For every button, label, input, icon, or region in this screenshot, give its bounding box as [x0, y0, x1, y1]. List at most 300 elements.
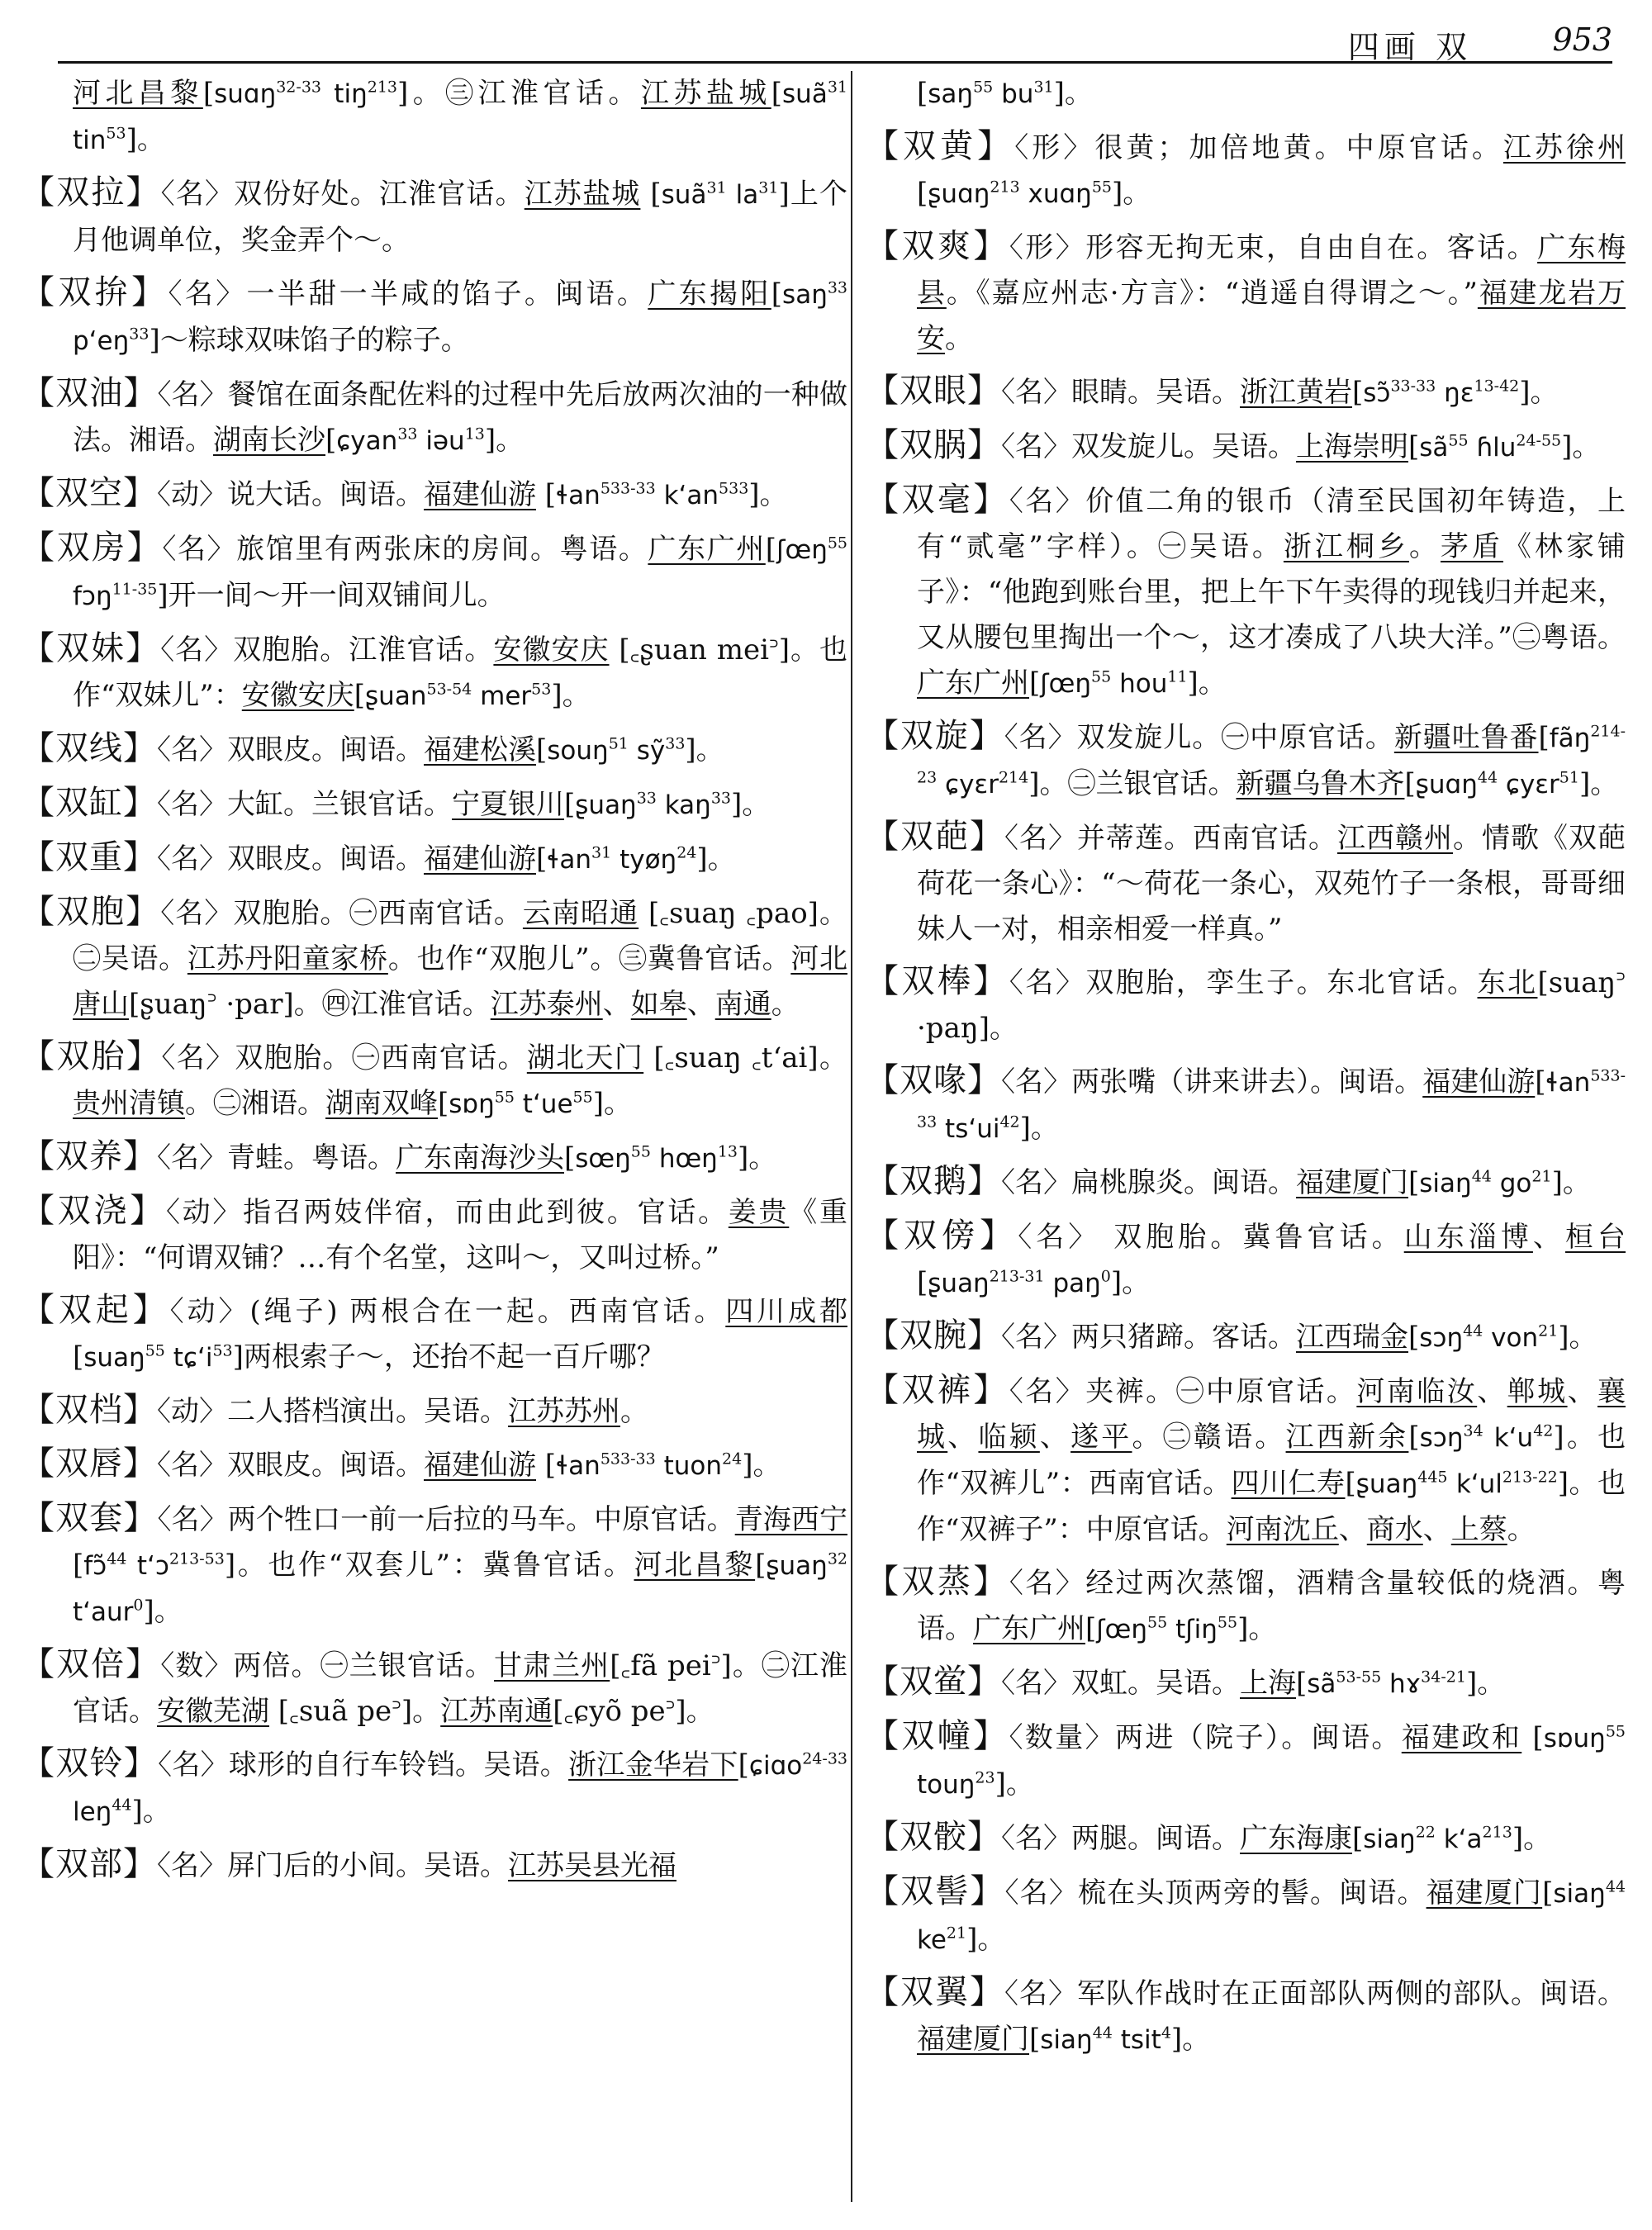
dictionary-entry — [866, 1213, 1626, 1307]
place-name: 茅盾 — [1440, 530, 1503, 563]
entry-text: 〈名〉餐馆在面条配佐料的过程中先后放两次油的一种做法。湘语。 — [73, 378, 847, 457]
place-name: 上蔡 — [1450, 1513, 1507, 1546]
place-name: 安徽安庆 — [241, 679, 354, 712]
place-name: 江苏盐城 — [524, 178, 641, 211]
tone-number: 55 — [1091, 667, 1112, 686]
entry-text: [ — [917, 177, 928, 210]
entry-headword: 【双幢】 — [866, 1717, 1009, 1755]
entry-text: [ — [536, 478, 557, 511]
pronunciation: fɔŋ — [73, 581, 112, 611]
entry-text: 、 — [1039, 1421, 1071, 1454]
entry-text: [ — [1352, 376, 1364, 409]
entry-text: 、 — [1567, 1375, 1598, 1408]
entry-headword: 【双胞】 — [21, 893, 161, 931]
entry-text: ]。 — [1019, 1112, 1059, 1145]
place-name: 襄城 — [917, 1375, 1626, 1454]
pronunciation: k‘an — [655, 481, 719, 510]
entry-text: 。 — [1408, 530, 1441, 563]
entry-text: [ — [354, 679, 366, 712]
place-name: 新疆吐鲁番 — [1393, 721, 1539, 754]
entry-headword: 【双浇】 — [21, 1192, 166, 1230]
entry-text: ]。 — [1465, 1667, 1506, 1700]
place-name: 安徽安庆 — [493, 633, 610, 667]
place-name: 安徽芜湖 — [157, 1695, 269, 1728]
entry-headword: 【双骹】 — [866, 1818, 1001, 1856]
entry-text: [ — [536, 842, 548, 875]
place-name: 上海崇明 — [1296, 430, 1408, 463]
entry-text: 〈形〉形容无拘无束，自由自在。客话。 — [1009, 231, 1538, 264]
pronunciation: touŋ — [917, 1770, 976, 1800]
pronunciation: saŋ — [928, 79, 974, 109]
entry-headword: 【双裤】 — [866, 1371, 1009, 1409]
entry-text: ]。 — [742, 1449, 781, 1482]
tone-number: 213 — [1482, 1823, 1512, 1842]
entry-text: [ — [564, 788, 576, 821]
entry-text: 《林家铺子》：“他跑到账台里，把上午下午卖得的现钱归并起来，又从腰包里掏出一个～，这才凑成了八块大洋。”㊁粤语。 — [917, 530, 1626, 654]
place-name: 广东梅县 — [917, 231, 1626, 310]
tone-number: 24 — [722, 1450, 743, 1468]
entry-text: 。 — [620, 1395, 648, 1428]
pronunciation: ɕyɛr — [937, 770, 999, 799]
dictionary-entry — [866, 1970, 1626, 2063]
entry-text: [ — [1521, 1721, 1544, 1754]
place-name: 江苏泰州 — [490, 988, 603, 1021]
entry-text: 〈名〉一半甜一半咸的馅子。闽语。 — [168, 278, 648, 311]
pronunciation: suaŋ — [83, 1343, 145, 1373]
entry-text: ]。 — [1237, 1612, 1277, 1645]
dictionary-entry — [866, 814, 1626, 952]
entry-text: [ — [1535, 1065, 1546, 1098]
tone-number: 55 — [630, 1142, 651, 1161]
place-name: 临颍 — [978, 1421, 1040, 1454]
place-name: 东北 — [1477, 966, 1538, 999]
tone-number: 55 — [1091, 178, 1113, 197]
entry-text: ]。㊂江淮官话。 — [397, 77, 641, 110]
entry-text: [ — [738, 1748, 749, 1782]
pronunciation: siaŋ — [1553, 1879, 1606, 1909]
pronunciation: ŋɛ — [1436, 378, 1474, 408]
entry-text: [ — [640, 178, 662, 211]
entry-text: 〈名〉夹裤。㊀中原官话。 — [1009, 1375, 1357, 1408]
dictionary-entry — [866, 368, 1626, 416]
tone-number: 0 — [1100, 1267, 1111, 1286]
pronunciation: ʂuɑŋ — [928, 179, 990, 209]
entry-text: 、 — [1477, 1375, 1507, 1408]
dictionary-entry — [21, 1842, 847, 1889]
dictionary-entry — [21, 1642, 847, 1734]
tone-number: 44 — [107, 1549, 127, 1568]
place-name: 甘肃兰州 — [493, 1649, 610, 1682]
entry-headword: 【双胎】 — [21, 1037, 162, 1075]
tone-number: 55 — [827, 534, 847, 553]
tone-number: 213-31 — [989, 1267, 1045, 1286]
entry-text: [ — [1408, 1166, 1420, 1199]
entry-text: 〈名〉两个牲口一前一后拉的马车。中原官话。 — [157, 1503, 735, 1536]
tone-number: 533-33 — [600, 479, 656, 498]
place-name: 如皋 — [630, 988, 687, 1021]
entry-text: 〈名〉大缸。兰银官话。 — [157, 788, 452, 821]
pronunciation: suɑŋ — [214, 79, 277, 109]
entry-headword: 【双重】 — [21, 838, 157, 876]
pronunciation: ɬan — [547, 845, 592, 875]
entry-text: [ — [1538, 721, 1550, 754]
place-name: 遂平 — [1070, 1421, 1132, 1454]
tone-number: 21 — [1531, 1167, 1552, 1186]
entry-text: 〈名〉两张嘴（讲来讲去）。闽语。 — [1001, 1065, 1423, 1098]
pronunciation: ʃœŋ — [1096, 1615, 1148, 1644]
pronunciation: souŋ — [547, 736, 609, 766]
dictionary-entry — [866, 959, 1626, 1051]
right-column — [866, 71, 1626, 2210]
tone-number: 213 — [367, 78, 397, 97]
dictionary-entry — [21, 626, 847, 719]
entry-text: 〈名〉双胞胎，孪生子。东北官话。 — [1009, 966, 1478, 999]
entry-text: ]。 — [1519, 376, 1559, 409]
pronunciation: la — [726, 180, 759, 210]
place-name: 青海西宁 — [734, 1503, 847, 1536]
pronunciation: hɤ — [1381, 1669, 1422, 1699]
tone-number: 214-23 — [917, 722, 1626, 787]
place-name: 河北昌黎 — [73, 77, 203, 110]
pronunciation: t‘ue — [514, 1089, 573, 1119]
dictionary-entry — [21, 170, 847, 263]
dictionary-entry — [21, 270, 847, 364]
entry-text: [ — [917, 77, 928, 110]
pronunciation: k‘u — [1483, 1423, 1534, 1453]
pronunciation: ʂuaŋ — [575, 790, 637, 820]
tone-number: 11 — [1167, 667, 1188, 686]
entry-text: 、 — [686, 988, 715, 1021]
entry-text: [ — [1296, 1667, 1308, 1700]
pronunciation: tiŋ — [321, 79, 368, 109]
pronunciation: go — [1491, 1169, 1532, 1198]
entry-text: [ — [1404, 767, 1416, 800]
pronunciation: ɕiɑo — [748, 1751, 803, 1781]
entry-headword: 【双眼】 — [866, 372, 1001, 410]
tone-number: 213-22 — [1502, 1468, 1558, 1487]
entry-text: ]。 — [131, 1795, 171, 1828]
entry-headword: 【双线】 — [21, 729, 157, 767]
dictionary-entry — [21, 1288, 847, 1381]
entry-headword: 【双蒸】 — [866, 1563, 1009, 1601]
entry-text: 〈名〉双眼皮。闽语。 — [157, 733, 424, 766]
pronunciation: tsit — [1112, 2025, 1161, 2055]
place-name: 福建厦门 — [917, 2023, 1029, 2056]
entry-text: [ʂuaŋ꜄ ·par]。㊃江淮官话。 — [129, 988, 491, 1021]
pronunciation: ɬan — [556, 481, 601, 510]
tone-number: 42 — [999, 1113, 1020, 1132]
entry-headword: 【双拉】 — [21, 173, 161, 211]
entry-text: 〈动〉(绳子) 两根合在一起。西南官话。 — [169, 1295, 726, 1328]
entry-text: [ — [325, 424, 337, 457]
pronunciation: ʃœŋ — [1040, 669, 1092, 699]
tone-number: 44 — [1477, 768, 1498, 787]
dictionary-entry — [866, 1659, 1626, 1707]
pronunciation: sɔŋ — [1419, 1323, 1464, 1353]
dictionary-entry — [866, 224, 1626, 362]
place-name: 新疆乌鲁木齐 — [1236, 767, 1405, 800]
tone-number: 53 — [106, 124, 126, 143]
page-header — [58, 15, 1612, 64]
place-name: 福建政和 — [1401, 1721, 1522, 1754]
entry-headword: 【双毫】 — [866, 481, 1009, 519]
tone-number: 214 — [998, 768, 1029, 787]
entry-text: [꜀suã pe꜄]。 — [269, 1695, 441, 1728]
entry-text: ]两根索子～，还抬不起一百斤哪？ — [232, 1340, 665, 1374]
place-name: 江苏丹阳童家桥 — [187, 942, 388, 975]
entry-text: 〈动〉指召两妓伴宿，而由此到彼。官话。 — [165, 1196, 729, 1229]
pronunciation: sɒuŋ — [1543, 1724, 1606, 1753]
pronunciation: xuɑŋ — [1019, 179, 1092, 209]
entry-text: ]。 — [1053, 77, 1093, 110]
tone-number: 51 — [1559, 768, 1579, 787]
tone-number: 33 — [710, 789, 731, 808]
pronunciation: fãŋ — [1549, 724, 1591, 753]
tone-number: 55 — [145, 1341, 165, 1360]
entry-text: 〈名〉双胞胎。㊀西南官话。 — [160, 897, 523, 930]
dictionary-entry — [21, 1741, 847, 1835]
entry-headword: 【双脶】 — [866, 426, 1001, 464]
dictionary-entry — [21, 780, 847, 828]
tone-number: 24-55 — [1516, 431, 1562, 450]
entry-headword: 【双傍】 — [866, 1217, 1018, 1255]
place-name: 福建仙游 — [424, 1449, 536, 1482]
tone-number: 33 — [129, 325, 150, 344]
tone-number: 31 — [758, 178, 779, 197]
entry-headword: 【双喙】 — [866, 1061, 1002, 1099]
entry-text: 〈动〉二人搭档演出。吴语。 — [157, 1395, 508, 1428]
pronunciation: t‘aur — [73, 1597, 134, 1627]
entry-text: ]。 — [126, 123, 165, 156]
dictionary-entry — [21, 890, 847, 1027]
place-name: 福建厦门 — [1426, 1877, 1543, 1910]
pronunciation: ʂuan — [365, 681, 427, 711]
pronunciation: sɔ̃ — [1363, 378, 1391, 408]
entry-text: ]。 — [1170, 2023, 1211, 2056]
tone-number: 42 — [1533, 1421, 1554, 1440]
entry-text: ]。也作“双裤儿”：西南官话。 — [917, 1421, 1626, 1500]
entry-text: 〈名〉价值二角的银币（清至民国初年铸造，上有“贰毫”字样）。㊀吴语。 — [917, 485, 1626, 563]
entry-text: 〈名〉屏门后的小间。吴语。 — [157, 1849, 508, 1882]
entry-text: ]。㊁兰银官话。 — [1028, 767, 1237, 800]
entry-text: ]。 — [1561, 430, 1601, 463]
tone-number: 32 — [827, 1549, 847, 1568]
entry-text: ]。也作“双裤子”：中原官话。 — [917, 1467, 1626, 1546]
entry-headword: 【双黄】 — [866, 127, 1015, 165]
tone-number: 34 — [1463, 1421, 1483, 1440]
entry-text: [ — [1408, 1321, 1420, 1354]
tone-number: 21 — [1538, 1321, 1559, 1340]
place-name: 南通 — [714, 988, 771, 1021]
entry-text: [ — [438, 1087, 449, 1120]
entry-headword: 【双翼】 — [866, 1973, 1004, 2011]
entry-text: 〈动〉说大话。闽语。 — [157, 478, 424, 511]
entry-text: 〈名〉梳在头顶两旁的髻。闽语。 — [1004, 1877, 1427, 1910]
place-name: 浙江金华岩下 — [568, 1748, 738, 1782]
entry-text: [ — [1029, 2023, 1041, 2056]
tone-number: 13 — [717, 1142, 738, 1161]
tone-number: 31 — [706, 178, 727, 197]
entry-text: [ — [1345, 1467, 1356, 1500]
place-name: 江苏盐城 — [640, 77, 771, 110]
tone-number: 24 — [676, 843, 697, 862]
dictionary-entry — [21, 471, 847, 519]
entry-headword: 【双葩】 — [866, 818, 1004, 856]
entry-text: 〈名〉双眼皮。闽语。 — [157, 842, 424, 875]
entry-text: 〈名〉球形的自行车铃铛。吴语。 — [158, 1748, 569, 1782]
place-name: 湖南双峰 — [325, 1087, 438, 1120]
tone-number: 31 — [591, 843, 612, 862]
entry-text: [ — [771, 278, 783, 311]
entry-text: ]。 — [685, 733, 724, 766]
pronunciation: sã — [1419, 433, 1449, 463]
entry-text: ]。 — [1187, 667, 1227, 700]
pronunciation: ɬan — [1545, 1068, 1591, 1098]
pronunciation: kaŋ — [656, 790, 711, 820]
tone-number: 445 — [1417, 1468, 1448, 1487]
place-name: 四川成都 — [725, 1295, 847, 1328]
pronunciation: tyøŋ — [611, 845, 677, 875]
tone-number: 31 — [1033, 78, 1054, 97]
place-name: 河北唐山 — [73, 942, 847, 1021]
place-name: 河北昌黎 — [634, 1549, 756, 1582]
entry-text: ]。 — [696, 842, 736, 875]
pronunciation: ɕyan — [336, 426, 398, 456]
tone-number: 53-55 — [1336, 1668, 1382, 1687]
place-name: 江苏南通 — [440, 1695, 553, 1728]
place-name: 云南昭通 — [522, 897, 639, 930]
entry-text: 〈名〉双虹。吴语。 — [1001, 1667, 1240, 1700]
entry-text: [ — [1085, 1612, 1097, 1645]
place-name: 广东海康 — [1240, 1822, 1352, 1855]
entry-text: 〈名〉并蒂莲。西南官话。 — [1004, 822, 1337, 855]
tone-number: 32-33 — [276, 78, 321, 97]
entry-text: ]。 — [731, 788, 771, 821]
tone-number: 33 — [827, 278, 847, 297]
entry-text: [ — [536, 1449, 557, 1482]
entry-text: ]～粽球双味馅子的粽子。 — [149, 324, 469, 357]
entry-text: ]。 — [1512, 1822, 1552, 1855]
entry-text: 〈名〉双眼皮。闽语。 — [157, 1449, 424, 1482]
entry-text: 〈名〉双发旋儿。㊀中原官话。 — [1004, 721, 1394, 754]
entry-text: 〈名〉双发旋儿。吴语。 — [1001, 430, 1296, 463]
entry-text: ]。 — [995, 1767, 1034, 1801]
entry-text: ]。 — [551, 679, 591, 712]
dictionary-entry — [21, 1388, 847, 1435]
place-name: 贵州清镇 — [73, 1087, 185, 1120]
tone-number: 53 — [212, 1341, 233, 1360]
place-name: 宁夏银川 — [452, 788, 564, 821]
tone-number: 33 — [397, 425, 418, 444]
pronunciation: saŋ — [782, 280, 828, 310]
tone-number: 55 — [1217, 1613, 1238, 1632]
place-name: 桓台 — [1564, 1221, 1626, 1254]
pronunciation: sɒŋ — [449, 1089, 495, 1119]
entry-text: 〈名〉 双胞胎。冀鲁官话。 — [1018, 1221, 1404, 1254]
pronunciation: ɬan — [556, 1451, 601, 1481]
pronunciation: p‘eŋ — [73, 326, 130, 356]
entry-headword: 【双套】 — [21, 1499, 158, 1537]
pronunciation: hou — [1111, 669, 1168, 699]
entry-text: [ — [564, 1141, 576, 1174]
dictionary-entry — [866, 423, 1626, 471]
pronunciation: ɕyɛr — [1498, 770, 1559, 799]
tone-number: 55 — [1448, 431, 1469, 450]
tone-number: 21 — [946, 1924, 967, 1943]
entry-headword: 【双爽】 — [866, 227, 1009, 265]
place-name: 商水 — [1366, 1513, 1423, 1546]
dictionary-entry — [866, 1159, 1626, 1207]
pronunciation: k‘ul — [1447, 1469, 1502, 1499]
dictionary-entry — [21, 1134, 847, 1182]
tone-number: 33-33 — [1390, 377, 1436, 396]
place-name: 郸城 — [1507, 1375, 1568, 1408]
tone-number: 44 — [1092, 2024, 1113, 2043]
tone-number: 53-54 — [426, 680, 472, 699]
pronunciation: tʃiŋ — [1167, 1615, 1218, 1644]
entry-text: [ — [765, 533, 777, 566]
entry-text: [ — [202, 77, 215, 110]
entry-headword: 【双旋】 — [866, 717, 1004, 755]
pronunciation: sã — [1307, 1669, 1336, 1699]
tone-number: 44 — [1605, 1877, 1626, 1896]
pronunciation: paŋ — [1044, 1269, 1101, 1298]
entry-continuation — [866, 71, 1626, 117]
pronunciation: tin — [73, 126, 107, 155]
tone-number: 23 — [975, 1768, 995, 1787]
pronunciation: tuon — [655, 1451, 722, 1481]
entry-text: 、 — [1338, 1513, 1367, 1546]
entry-headword: 【双房】 — [21, 529, 163, 567]
entry-text: [꜀fã pei꜄]。㊁江淮官话。 — [73, 1649, 847, 1728]
dictionary-entry — [21, 1034, 847, 1127]
entry-text: ]。 — [1558, 1321, 1597, 1354]
entry-text: ]。也作“双套儿”：冀鲁官话。 — [224, 1549, 634, 1582]
place-name: 江苏吴县光福 — [508, 1849, 676, 1882]
entry-text: 、 — [947, 1421, 979, 1454]
place-name: 福建厦门 — [1296, 1166, 1408, 1199]
pronunciation: ɦlu — [1468, 433, 1517, 463]
tone-number: 13 — [464, 425, 485, 444]
entry-text: 〈数〉两倍。㊀兰银官话。 — [160, 1649, 494, 1682]
place-name: 福建仙游 — [1422, 1065, 1536, 1098]
dictionary-entry — [21, 1441, 847, 1489]
header-section-title: 四画 双 — [1347, 29, 1472, 65]
entry-text: ]上个月他调单位，奖金弄个～。 — [73, 178, 847, 257]
entry-headword: 【双铃】 — [21, 1744, 159, 1782]
entry-headword: 【双鲎】 — [866, 1663, 1001, 1701]
pronunciation: ts‘ui — [937, 1114, 1000, 1144]
entry-headword: 【双唇】 — [21, 1445, 157, 1483]
entry-text: ]。 — [966, 1923, 1006, 1956]
entry-headword: 【双档】 — [21, 1391, 157, 1429]
entry-text: 《重阳》：“何谓双铺？…有个名堂，这叫～，又叫过桥。” — [73, 1196, 847, 1274]
place-name: 河南沈丘 — [1226, 1513, 1339, 1546]
dictionary-entry — [866, 1058, 1626, 1152]
place-name: 江西新余 — [1285, 1421, 1409, 1454]
entry-text: [ — [73, 1340, 84, 1374]
entry-text: 、 — [1532, 1221, 1565, 1254]
place-name: 上海 — [1240, 1667, 1296, 1700]
pronunciation: ʂuaŋ — [928, 1269, 990, 1298]
pronunciation: suã — [782, 79, 828, 109]
place-name: 浙江黄岩 — [1240, 376, 1352, 409]
entry-text: 、 — [602, 988, 631, 1021]
entry-headword: 【双拚】 — [21, 273, 169, 311]
entry-text: ]。 — [738, 1141, 777, 1174]
column-divider — [851, 71, 852, 2202]
dictionary-entry — [21, 1189, 847, 1281]
